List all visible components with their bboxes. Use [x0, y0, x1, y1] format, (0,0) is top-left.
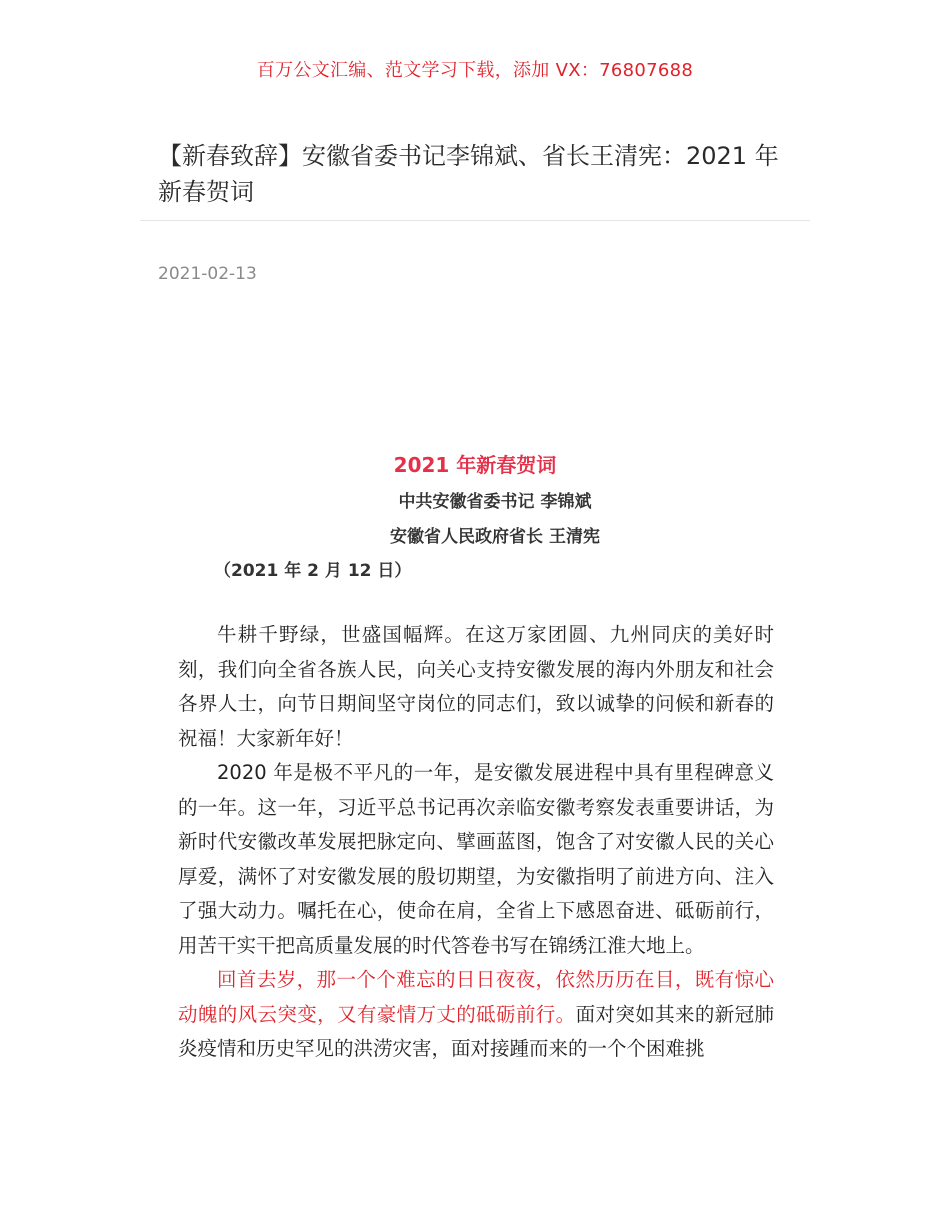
- highlighted-sentence: 回首去岁，那一个个难忘的日日夜夜，依然历历在目，既有惊心动魄的风云突变，又有豪情万丈的砥砺前行。: [178, 968, 774, 1026]
- article-title: 【新春致辞】安徽省委书记李锦斌、省长王清宪：2021 年新春贺词: [158, 142, 779, 206]
- paragraph-3-rest: 面对突如其来的新冠肺炎疫情和历史罕见的洪涝灾害，面对接踵而来的一个个困难挑: [178, 1002, 774, 1060]
- title-divider: [140, 220, 810, 221]
- letter-date: （2021 年 2 月 12 日）: [214, 561, 412, 581]
- letter-body: [178, 618, 774, 1067]
- watermark-text: 百万公文汇编、范文学习下载，添加 VX：76807688: [256, 60, 694, 81]
- publish-date: 2021-02-13: [158, 264, 257, 284]
- author-party-secretary: 中共安徽省委书记 李锦斌: [398, 492, 592, 512]
- letter-heading: 2021 年新春贺词: [393, 453, 557, 477]
- paragraph-1: 牛耕千野绿，世盛国幅辉。在这万家团圆、九州同庆的美好时刻，我们向全省各族人民，向关心支持安徽发展的海内外朋友和社会各界人士，向节日期间坚守岗位的同志们，致以诚挚的问候和新春的祝福！大家新年好！: [178, 623, 774, 750]
- author-governor: 安徽省人民政府省长 王清宪: [390, 527, 600, 547]
- paragraph-2: 2020 年是极不平凡的一年，是安徽发展进程中具有里程碑意义的一年。这一年，习近平总书记再次亲临安徽考察发表重要讲话，为新时代安徽改革发展把脉定向、擘画蓝图，饱含了对安徽人民的关心厚爱，满怀了对安徽发展的殷切期望，为安徽指明了前进方向、注入了强大动力。嘱托在心，使命在肩，全省上下感恩奋进、砥砺前行，用苦干实干把高质量发展的时代答卷书写在锦绣江淮大地上。: [178, 761, 774, 957]
- paragraph-3: [178, 963, 774, 1067]
